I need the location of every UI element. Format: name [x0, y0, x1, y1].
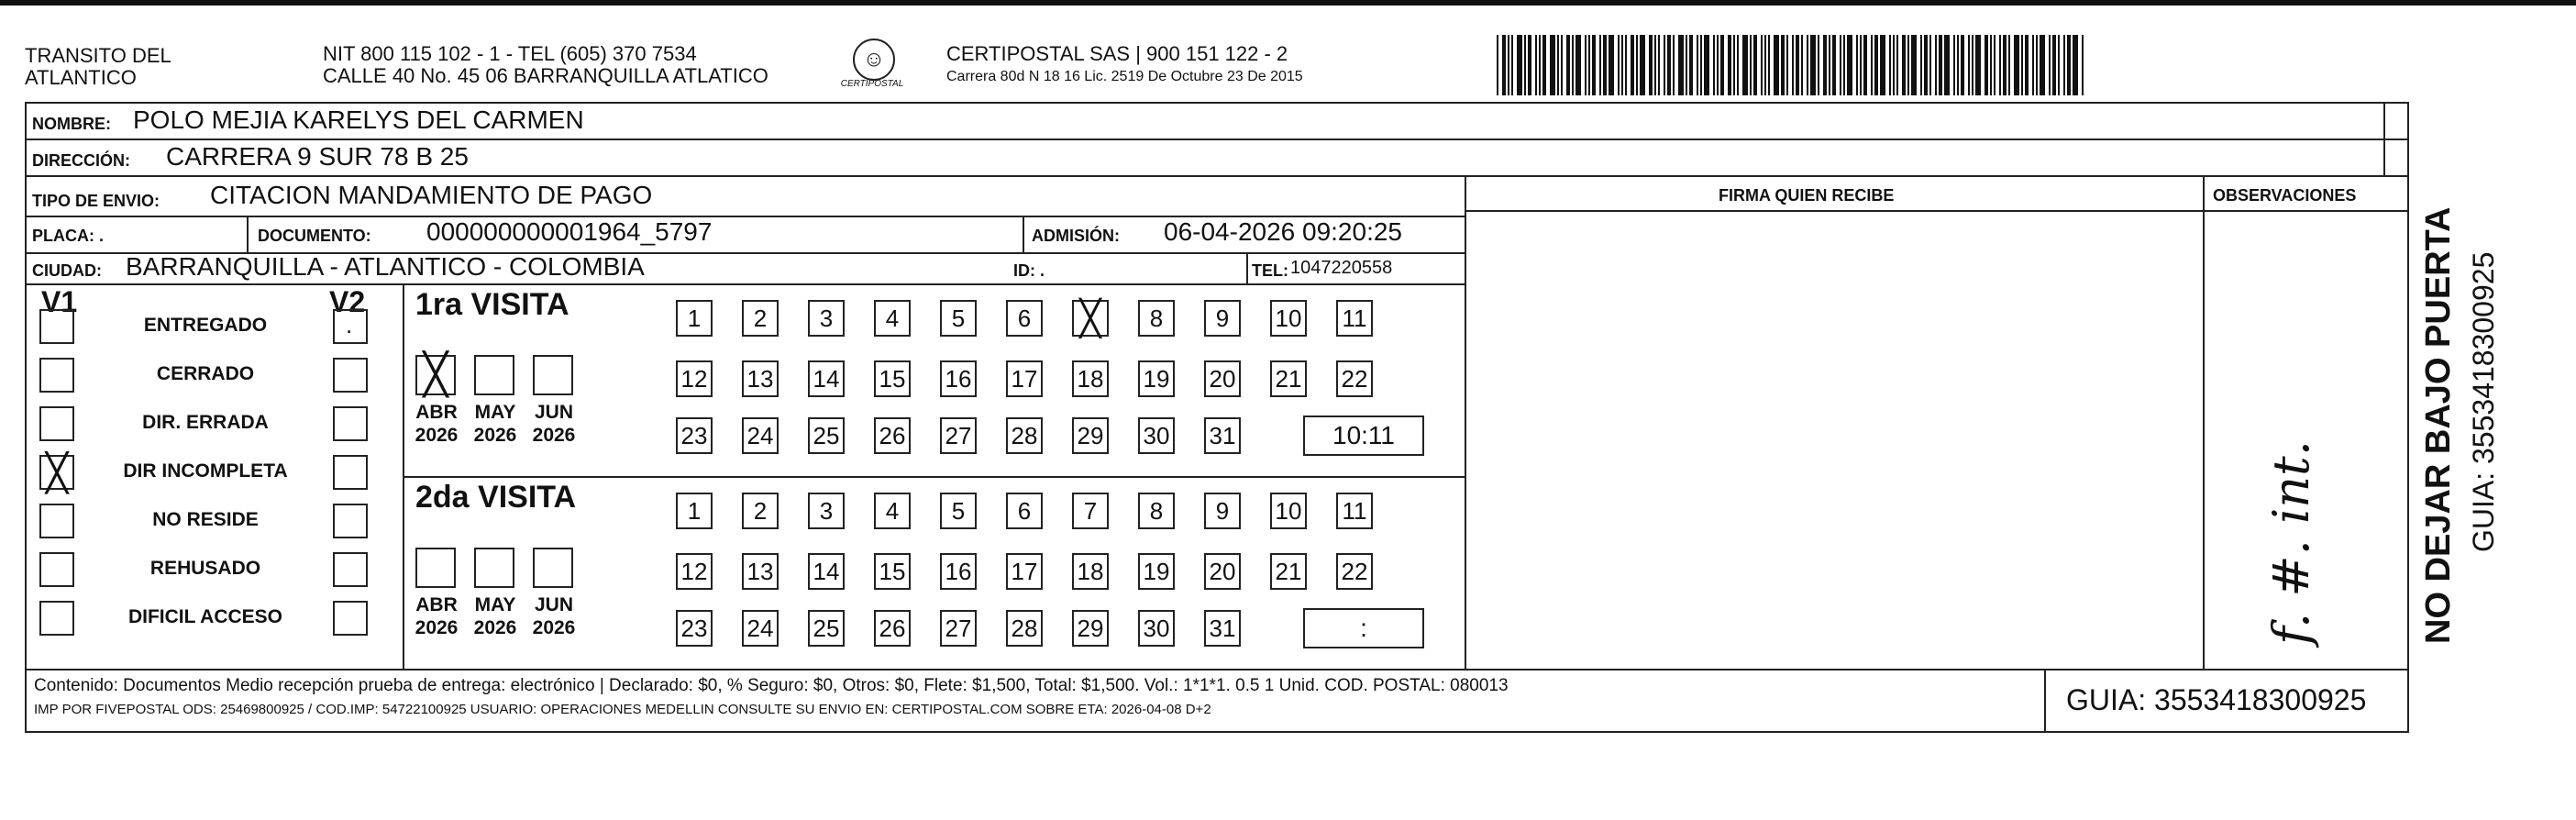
barcode-bar — [1753, 35, 1757, 95]
day-box[interactable]: 6 — [1006, 493, 1043, 529]
day-box[interactable]: 27 — [940, 610, 977, 647]
visit-title: 1ra VISITA — [415, 287, 569, 322]
tel-value: 1047220558 — [1290, 258, 1393, 278]
day-box[interactable]: 31 — [1204, 610, 1241, 647]
nombre-value: POLO MEJIA KARELYS DEL CARMEN — [133, 105, 584, 134]
v2-checkbox[interactable] — [333, 358, 368, 393]
barcode-bar — [1667, 35, 1671, 95]
barcode-bar — [1893, 35, 1895, 95]
barcode-bar — [1968, 35, 1970, 95]
day-box[interactable]: 5 — [940, 300, 977, 337]
barcode-bar — [1539, 35, 1541, 95]
barcode-bar — [1497, 35, 1498, 95]
barcode-bar — [1924, 35, 1928, 95]
month-checkbox[interactable] — [474, 548, 514, 588]
v1-checkbox[interactable] — [39, 504, 74, 538]
day-box[interactable]: 17 — [1006, 360, 1043, 397]
barcode-bar — [1588, 35, 1590, 95]
month-label: ABR 2026 — [415, 594, 459, 638]
barcode-bar — [1742, 35, 1748, 95]
tipo-envio-value: CITACION MANDAMIENTO DE PAGO — [210, 181, 653, 209]
certipostal-logo-icon: ☺ — [853, 39, 895, 81]
day-box[interactable]: 8 — [1138, 300, 1175, 337]
visit-time[interactable]: : — [1303, 608, 1424, 648]
day-box[interactable]: 11 — [1336, 300, 1373, 337]
top-border — [0, 0, 2576, 6]
day-box[interactable]: 6 — [1006, 300, 1043, 337]
barcode-bar — [1508, 35, 1509, 95]
company-name-line1: TRANSITO DEL — [25, 44, 171, 67]
day-box[interactable]: 26 — [874, 610, 911, 647]
footer-content: Contenido: Documentos Medio recepción prueba de entrega: electrónico | Declarado: $0, % Seguro: $0, Otros: $0, Flete: $1,500, Total: $1,500. Vol.: 1*1*1. 0.5 1 Unid. COD. POSTAL: 080013 — [34, 676, 1509, 695]
day-box[interactable]: 3 — [808, 493, 845, 529]
day-box[interactable]: 16 — [940, 553, 977, 590]
certipostal-line: CERTIPOSTAL SAS | 900 151 122 - 2 — [946, 42, 1288, 65]
day-box[interactable]: 27 — [940, 417, 977, 454]
day-box[interactable]: 26 — [874, 417, 911, 454]
v2-checkbox[interactable] — [333, 309, 368, 344]
day-box[interactable]: 28 — [1006, 417, 1043, 454]
status-reason: CERRADO — [156, 363, 255, 384]
barcode-bar — [1535, 35, 1537, 95]
ciudad-label: CIUDAD: — [32, 261, 102, 280]
status-reason: REHUSADO — [149, 558, 261, 579]
barcode-bar — [1517, 35, 1522, 95]
barcode-bar — [2040, 35, 2045, 95]
barcode-bar — [1896, 35, 1898, 95]
barcode-bar — [1658, 35, 1660, 95]
v2-checkbox[interactable] — [333, 504, 368, 538]
day-box[interactable]: 21 — [1270, 553, 1307, 590]
barcode-bar — [1823, 35, 1827, 95]
logo-text: CERTIPOSTAL — [840, 79, 904, 89]
barcode-bar — [1944, 35, 1950, 95]
visit-time[interactable]: 10:11 — [1303, 416, 1424, 456]
day-box[interactable]: 11 — [1336, 493, 1373, 529]
footer-imp: IMP POR FIVEPOSTAL ODS: 25469800925 / COD.IMP: 54722100925 USUARIO: OPERACIONES MEDELLIN CONSULTE SU ENVIO EN: CERTIPOSTAL.COM SOBRE ETA: 2026-04-08 D+2 — [34, 702, 1211, 717]
barcode-bar — [1957, 35, 1959, 95]
barcode-bar — [1832, 35, 1836, 95]
barcode-bar — [1599, 35, 1601, 95]
company-address: CALLE 40 No. 45 06 BARRANQUILLA ATLATICO — [323, 64, 768, 87]
tel-label: TEL: — [1252, 261, 1288, 280]
barcode-bar — [1786, 35, 1788, 95]
day-box[interactable]: 3 — [808, 300, 845, 337]
day-box[interactable]: 10 — [1270, 300, 1307, 337]
v1-checkbox[interactable] — [39, 601, 74, 636]
barcode-bar — [1840, 35, 1841, 95]
day-box[interactable]: 7 — [1072, 493, 1109, 529]
barcode-bar — [2036, 35, 2038, 95]
delivery-form — [25, 102, 2409, 733]
barcode-bar — [1792, 35, 1794, 95]
status-reason: NO RESIDE — [152, 509, 259, 530]
barcode-bar — [1774, 35, 1779, 95]
barcode-bar — [1511, 35, 1513, 95]
barcode-bar — [1939, 35, 1942, 95]
v1-checkbox[interactable] — [39, 309, 74, 344]
barcode-bar — [1920, 35, 1922, 95]
v1-checkbox[interactable] — [39, 358, 74, 393]
barcode-bar — [1863, 35, 1867, 95]
barcode-bar — [1603, 35, 1607, 95]
v2-checkbox[interactable] — [333, 406, 368, 441]
day-box[interactable]: 28 — [1006, 610, 1043, 647]
barcode-bar — [1542, 35, 1546, 95]
barcode-bar — [1664, 35, 1665, 95]
barcode-bar — [1524, 35, 1526, 95]
barcode-bar — [1566, 35, 1570, 95]
admision-value: 06-04-2026 09:20:25 — [1164, 217, 1402, 246]
barcode-bar — [1557, 35, 1559, 95]
day-box[interactable]: 10 — [1270, 493, 1307, 529]
barcode-bar — [1961, 35, 1964, 95]
barcode-bar — [1856, 35, 1858, 95]
barcode-bar — [1720, 35, 1724, 95]
day-box[interactable]: 13 — [742, 360, 779, 397]
day-box[interactable]: 16 — [940, 360, 977, 397]
no-dejar-bajo-puerta: NO DEJAR BAJO PUERTA — [2419, 206, 2458, 644]
barcode-bar — [1874, 35, 1878, 95]
day-box[interactable]: 30 — [1138, 610, 1175, 647]
day-box[interactable]: 15 — [874, 553, 911, 590]
barcode-bar — [1761, 35, 1763, 95]
barcode-bar — [1689, 35, 1693, 95]
barcode-bar — [1585, 35, 1587, 95]
barcode-bar — [2058, 35, 2060, 95]
barcode-bar — [1678, 35, 1684, 95]
day-box[interactable]: 1 — [676, 300, 713, 337]
barcode-bar — [1697, 35, 1698, 95]
barcode-bar — [1796, 35, 1799, 95]
day-box[interactable]: 24 — [742, 610, 779, 647]
barcode-bar — [1572, 35, 1574, 95]
barcode-bar — [1654, 35, 1656, 95]
barcode-bar — [1625, 35, 1627, 95]
barcode-bar — [1781, 35, 1785, 95]
barcode-bar — [1737, 35, 1739, 95]
barcode-bar — [1972, 35, 1973, 95]
barcode-bar — [1764, 35, 1766, 95]
barcode-bar — [2003, 35, 2007, 95]
barcode-bar — [1550, 35, 1555, 95]
placa-label: PLACA: . — [32, 227, 104, 245]
barcode-bar — [2082, 35, 2084, 95]
barcode-bar — [1985, 35, 1988, 95]
observation-handwriting: f. #. int. — [2262, 440, 2320, 645]
barcode-bar — [1700, 35, 1702, 95]
barcode-bar — [2067, 35, 2071, 95]
barcode-bar — [2032, 35, 2034, 95]
day-box[interactable]: 18 — [1072, 553, 1109, 590]
barcode-bar — [2008, 35, 2010, 95]
barcode-bar — [1911, 35, 1917, 95]
day-box[interactable]: 18 — [1072, 360, 1109, 397]
v1-checkbox[interactable] — [39, 552, 74, 587]
day-box[interactable]: 22 — [1336, 360, 1373, 397]
barcode-bar — [1636, 35, 1638, 95]
day-box[interactable]: 31 — [1204, 417, 1241, 454]
company-name-line2: ATLANTICO — [25, 66, 137, 89]
barcode-bar — [1713, 35, 1715, 95]
company-nit: NIT 800 115 102 - 1 - TEL (605) 370 7534 — [323, 42, 697, 65]
status-reason: DIR INCOMPLETA — [123, 460, 288, 482]
day-box[interactable]: 4 — [874, 493, 911, 529]
barcode-bar — [1640, 35, 1645, 95]
barcode-bar — [1975, 35, 1981, 95]
id-label: ID: . — [1013, 261, 1045, 280]
admision-label: ADMISIÓN: — [1032, 227, 1120, 245]
barcode-bar — [1728, 35, 1731, 95]
day-box[interactable]: 15 — [874, 360, 911, 397]
check-mark-icon: ╳ — [45, 452, 69, 494]
barcode-bar — [1843, 35, 1845, 95]
month-label: JUN 2026 — [532, 402, 576, 446]
barcode-bar — [1880, 35, 1885, 95]
day-box[interactable]: 4 — [874, 300, 911, 337]
day-box[interactable]: 8 — [1138, 493, 1175, 529]
month-label: JUN 2026 — [532, 594, 576, 638]
day-box[interactable]: 14 — [808, 360, 845, 397]
day-box[interactable]: 22 — [1336, 553, 1373, 590]
barcode-bar — [1810, 35, 1816, 95]
v2-checkbox[interactable] — [333, 552, 368, 587]
barcode-bar — [1935, 35, 1937, 95]
day-box[interactable]: ╳ — [1072, 300, 1109, 337]
v2-checkbox[interactable] — [333, 455, 368, 490]
barcode-bar — [1807, 35, 1808, 95]
day-box[interactable]: 23 — [676, 610, 713, 647]
footer-guia: GUIA: 3553418300925 — [2066, 683, 2367, 716]
barcode-bar — [2063, 35, 2065, 95]
day-box[interactable]: 2 — [742, 493, 779, 529]
barcode-bar — [1750, 35, 1752, 95]
license-line: Carrera 80d N 18 16 Lic. 2519 De Octubre 23 De 2015 — [946, 69, 1303, 84]
day-box[interactable]: 17 — [1006, 553, 1043, 590]
day-box[interactable]: 20 — [1204, 360, 1241, 397]
barcode-bar — [1717, 35, 1719, 95]
day-box[interactable]: 25 — [808, 417, 845, 454]
day-box[interactable]: 25 — [808, 610, 845, 647]
v2-label: V2 — [329, 285, 366, 318]
nombre-label: NOMBRE: — [32, 115, 111, 133]
day-box[interactable]: 19 — [1138, 553, 1175, 590]
day-box[interactable]: 23 — [676, 417, 713, 454]
visit-title: 2da VISITA — [415, 480, 577, 515]
v1-checkbox[interactable] — [39, 406, 74, 441]
v2-checkbox[interactable] — [333, 601, 368, 636]
barcode-bar — [1618, 35, 1620, 95]
day-box[interactable]: 30 — [1138, 417, 1175, 454]
barcode-bar — [1871, 35, 1873, 95]
barcode-bar — [1631, 35, 1634, 95]
barcode-bar — [2073, 35, 2078, 95]
barcode-bar — [1929, 35, 1931, 95]
day-box[interactable]: 13 — [742, 553, 779, 590]
documento-value: 000000000001964_5797 — [426, 217, 713, 246]
observaciones-label: OBSERVACIONES — [2213, 186, 2357, 205]
month-checkbox[interactable] — [533, 548, 573, 588]
day-box[interactable]: 9 — [1204, 300, 1241, 337]
direccion-value: CARRERA 9 SUR 78 B 25 — [166, 142, 469, 171]
v2-mark: . — [346, 311, 353, 338]
day-box[interactable]: 20 — [1204, 553, 1241, 590]
check-mark-icon: ╳ — [423, 351, 448, 398]
barcode-bar — [1889, 35, 1891, 95]
v1-checkbox[interactable] — [39, 452, 74, 494]
ciudad-value: BARRANQUILLA - ATLANTICO - COLOMBIA — [126, 252, 645, 281]
barcode-bar — [1994, 35, 1996, 95]
v1-label: V1 — [41, 285, 78, 318]
month-label: ABR 2026 — [415, 402, 459, 446]
barcode-bar — [1999, 35, 2001, 95]
barcode — [1497, 35, 2157, 95]
barcode-bar — [1801, 35, 1803, 95]
barcode-bar — [1528, 35, 1531, 95]
tipo-envio-label: TIPO DE ENVIO: — [32, 192, 160, 210]
barcode-bar — [2025, 35, 2029, 95]
day-box[interactable]: 14 — [808, 553, 845, 590]
day-box[interactable]: 12 — [676, 553, 713, 590]
day-box[interactable]: 24 — [742, 417, 779, 454]
barcode-bar — [1502, 35, 1506, 95]
month-checkbox[interactable] — [415, 351, 456, 398]
barcode-bar — [1686, 35, 1687, 95]
status-reason: DIR. ERRADA — [142, 412, 269, 433]
barcode-bar — [1649, 35, 1653, 95]
day-box[interactable]: 2 — [742, 300, 779, 337]
barcode-bar — [2052, 35, 2056, 95]
barcode-bar — [1673, 35, 1675, 95]
barcode-bar — [1902, 35, 1906, 95]
side-guia: GUIA: 3553418300925 — [2467, 251, 2500, 552]
status-reason: DIFICIL ACCESO — [127, 606, 282, 627]
barcode-bar — [1907, 35, 1909, 95]
barcode-bar — [1592, 35, 1596, 95]
barcode-bar — [2049, 35, 2051, 95]
barcode-bar — [2014, 35, 2019, 95]
barcode-bar — [1575, 35, 1581, 95]
barcode-bar — [1829, 35, 1830, 95]
barcode-bar — [1847, 35, 1852, 95]
day-box[interactable]: 5 — [940, 493, 977, 529]
day-box[interactable]: 21 — [1270, 360, 1307, 397]
barcode-bar — [1860, 35, 1862, 95]
month-label: MAY 2026 — [473, 402, 517, 446]
barcode-bar — [2021, 35, 2023, 95]
barcode-bar — [1704, 35, 1709, 95]
barcode-bar — [1733, 35, 1735, 95]
firma-label: FIRMA QUIEN RECIBE — [1719, 186, 1895, 205]
day-box[interactable]: 9 — [1204, 493, 1241, 529]
documento-label: DOCUMENTO: — [258, 227, 371, 245]
day-box[interactable]: 29 — [1072, 417, 1109, 454]
day-box[interactable]: 1 — [676, 493, 713, 529]
barcode-bar — [1818, 35, 1819, 95]
month-checkbox[interactable] — [474, 355, 514, 395]
barcode-bar — [1621, 35, 1623, 95]
barcode-bar — [1609, 35, 1614, 95]
day-box[interactable]: 19 — [1138, 360, 1175, 397]
barcode-bar — [1768, 35, 1770, 95]
month-label: MAY 2026 — [473, 594, 517, 638]
barcode-bar — [1561, 35, 1563, 95]
direccion-label: DIRECCIÓN: — [32, 151, 130, 170]
day-box[interactable]: 29 — [1072, 610, 1109, 647]
barcode-bar — [1990, 35, 1992, 95]
status-reason: ENTREGADO — [143, 315, 268, 336]
barcode-bar — [1953, 35, 1955, 95]
month-checkbox[interactable] — [533, 355, 573, 395]
day-box[interactable]: 12 — [676, 360, 713, 397]
month-checkbox[interactable] — [415, 548, 456, 588]
